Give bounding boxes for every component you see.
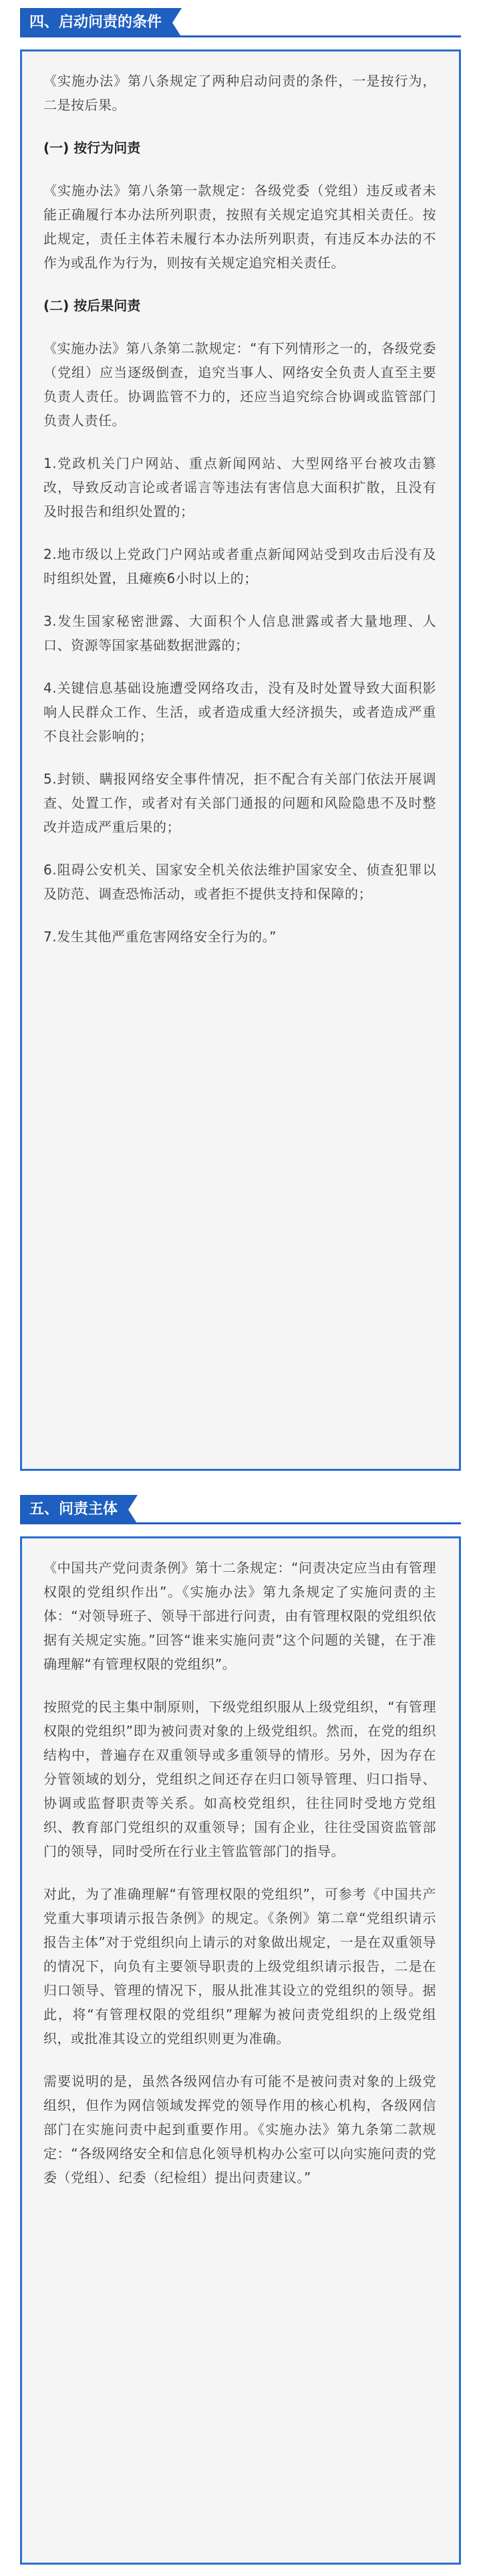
paragraph: 需要说明的是，虽然各级网信办有可能不是被问责对象的上级党组织，但作为网信领域发挥党的领导作用的核心机构，各级网信部门在实施问责中起到重要作用。《实施办法》第九条第二款规定：“各级网络安全和信息化领导机构办公室可以向实施问责的党委（党组）、纪委（纪检组）提出问责建议。” [43,2073,436,2186]
subheading-behavior: (一) 按行为问责 [43,140,141,156]
list-item: 5.封锁、瞒报网络安全事件情况，拒不配合有关部门依法开展调查、处置工作，或者对有关部门通报的问题和风险隐患不及时整改并造成严重后果的； [43,771,436,835]
section-5-title: 五、问责主体 [20,1495,128,1524]
paragraph: 按照党的民主集中制原则，下级党组织服从上级党组织，“有管理权限的党组织”即为被问责对象的上级党组织。然而，在党的组织结构中，普遍存在双重领导或多重领导的情形。另外，因为存在分管领域的划分，党组织之间还存在归口领导管理、归口指导、协调或监督职责等关系。如高校党组织，往往同时受地方党组织、教育部门党组织的双重领导；国有企业，往往受国资监管部门的领导，同时受所在行业主管监管部门的指导。 [43,1699,436,1859]
list-item: 2.地市级以上党政门户网站或者重点新闻网站受到攻击后没有及时组织处置，且瘫痪6小时以上的； [43,546,436,586]
list-item: 7.发生其他严重危害网络安全行为的。” [43,929,277,945]
section-5-header [20,1495,138,1524]
section-4-header-tail [172,8,182,37]
section-4-header [20,8,182,37]
list-item: 6.阻碍公安机关、国家安全机关依法维护国家安全、侦查犯罪以及防范、调查恐怖活动，或者拒不提供支持和保障的； [43,862,436,902]
section-4-title: 四、启动问责的条件 [20,8,172,37]
section-5-box [20,1536,461,2565]
paragraph: 对此，为了准确理解“有管理权限的党组织”，可参考《中国共产党重大事项请示报告条例》的规定。《条例》第二章“党组织请示报告主体”对于党组织向上请示的对象做出规定，一是在双重领导的情况下，向负有主要领导职责的上级党组织请示报告，二是在归口领导、管理的情况下，服从批准其设立的党组织的领导。据此，将“有管理权限的党组织”理解为被问责党组织的上级党组织，或批准其设立的党组织则更为准确。 [43,1886,436,2046]
section-5-underline [20,1522,461,1524]
paragraph-result: 《实施办法》第八条第二款规定：“有下列情形之一的，各级党委（党组）应当逐级倒查，追究当事人、网络安全负责人直至主要负责人责任。协调监管不力的，还应当追究综合协调或监管部门负责人责任。 [43,340,436,429]
section-5-header-tail [128,1495,138,1524]
list-item: 3.发生国家秘密泄露、大面积个人信息泄露或者大量地理、人口、资源等国家基础数据泄露的； [43,613,436,653]
subheading-result: (二) 按后果问责 [43,298,141,314]
paragraph-behavior: 《实施办法》第八条第一款规定：各级党委（党组）违反或者未能正确履行本办法所列职责，按照有关规定追究其相关责任。按此规定，责任主体若未履行本办法所列职责，有违反本办法的不作为或乱作为行为，则按有关规定追究相关责任。 [43,183,436,271]
section-4-intro: 《实施办法》第八条规定了两种启动问责的条件，一是按行为，二是按后果。 [43,73,436,113]
paragraph: 《中国共产党问责条例》第十二条规定：“问责决定应当由有管理权限的党组织作出”。《实施办法》第九条规定了实施问责的主体：“对领导班子、领导干部进行问责，由有管理权限的党组织依据有关规定实施。”回答“谁来实施问责”这个问题的关键，在于准确理解“有管理权限的党组织”。 [43,1560,436,1672]
section-4-underline [20,35,461,37]
list-item: 1.党政机关门户网站、重点新闻网站、大型网络平台被攻击篡改，导致反动言论或者谣言等违法有害信息大面积扩散，且没有及时报告和组织处置的； [43,455,436,519]
list-item: 4.关键信息基础设施遭受网络攻击，没有及时处置导致大面积影响人民群众工作、生活，或者造成重大经济损失，或者造成严重不良社会影响的； [43,680,436,744]
section-4-box [20,49,461,1471]
